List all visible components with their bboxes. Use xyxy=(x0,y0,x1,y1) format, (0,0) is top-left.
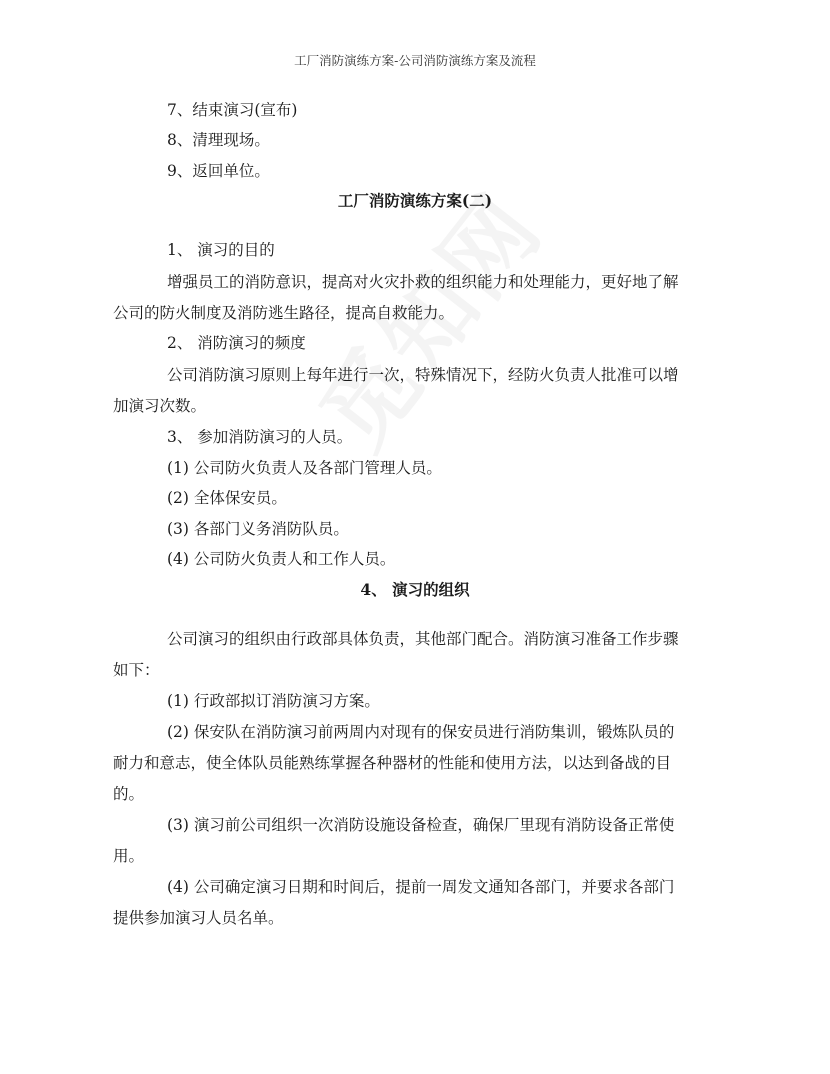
paragraph-line: 公司的防火制度及消防逃生路径，提高自救能力。 xyxy=(113,304,455,322)
list-item: 7、结束演习(宣布) xyxy=(167,101,298,119)
section-heading: 2、 消防演习的频度 xyxy=(167,334,306,352)
list-item: (1) 行政部拟订消防演习方案。 xyxy=(167,692,380,710)
list-item: (4) 公司防火负责人和工作人员。 xyxy=(167,550,396,568)
list-item: (1) 公司防火负责人及各部门管理人员。 xyxy=(167,459,442,477)
list-item: (3) 各部门义务消防队员。 xyxy=(167,520,349,538)
paragraph-line: (2) 保安队在消防演习前两周内对现有的保安员进行消防集训，锻炼队员的 xyxy=(167,723,675,741)
paragraph-line: (4) 公司确定演习日期和时间后，提前一周发文通知各部门，并要求各部门 xyxy=(167,878,675,896)
section-title: 工厂消防演练方案(二) xyxy=(337,191,493,210)
paragraph-line: 的。 xyxy=(113,785,145,803)
page-header: 工厂消防演练方案-公司消防演练方案及流程 xyxy=(294,53,536,68)
paragraph-line: 提供参加演习人员名单。 xyxy=(113,909,284,927)
section-heading: 4、 演习的组织 xyxy=(360,580,470,599)
section-heading: 3、 参加消防演习的人员。 xyxy=(167,428,353,446)
paragraph-line: 公司演习的组织由行政部具体负责，其他部门配合。消防演习准备工作步骤 xyxy=(167,630,679,648)
list-item: 8、清理现场。 xyxy=(167,131,270,149)
paragraph-line: 增强员工的消防意识，提高对火灾扑救的组织能力和处理能力，更好地了解 xyxy=(167,273,679,291)
section-heading: 1、 演习的目的 xyxy=(167,241,275,259)
paragraph-line: 耐力和意志，使全体队员能熟练掌握各种器材的性能和使用方法，以达到备战的目 xyxy=(113,754,672,772)
list-item: (2) 全体保安员。 xyxy=(167,489,287,507)
paragraph-line: 公司消防演习原则上每年进行一次，特殊情况下，经防火负责人批准可以增 xyxy=(167,366,679,384)
paragraph-line: 用。 xyxy=(113,847,145,865)
paragraph-line: (3) 演习前公司组织一次消防设施设备检查，确保厂里现有消防设备正常使 xyxy=(167,816,675,834)
paragraph-line: 如下： xyxy=(113,661,160,679)
list-item: 9、返回单位。 xyxy=(167,162,270,180)
paragraph-line: 加演习次数。 xyxy=(113,397,207,415)
